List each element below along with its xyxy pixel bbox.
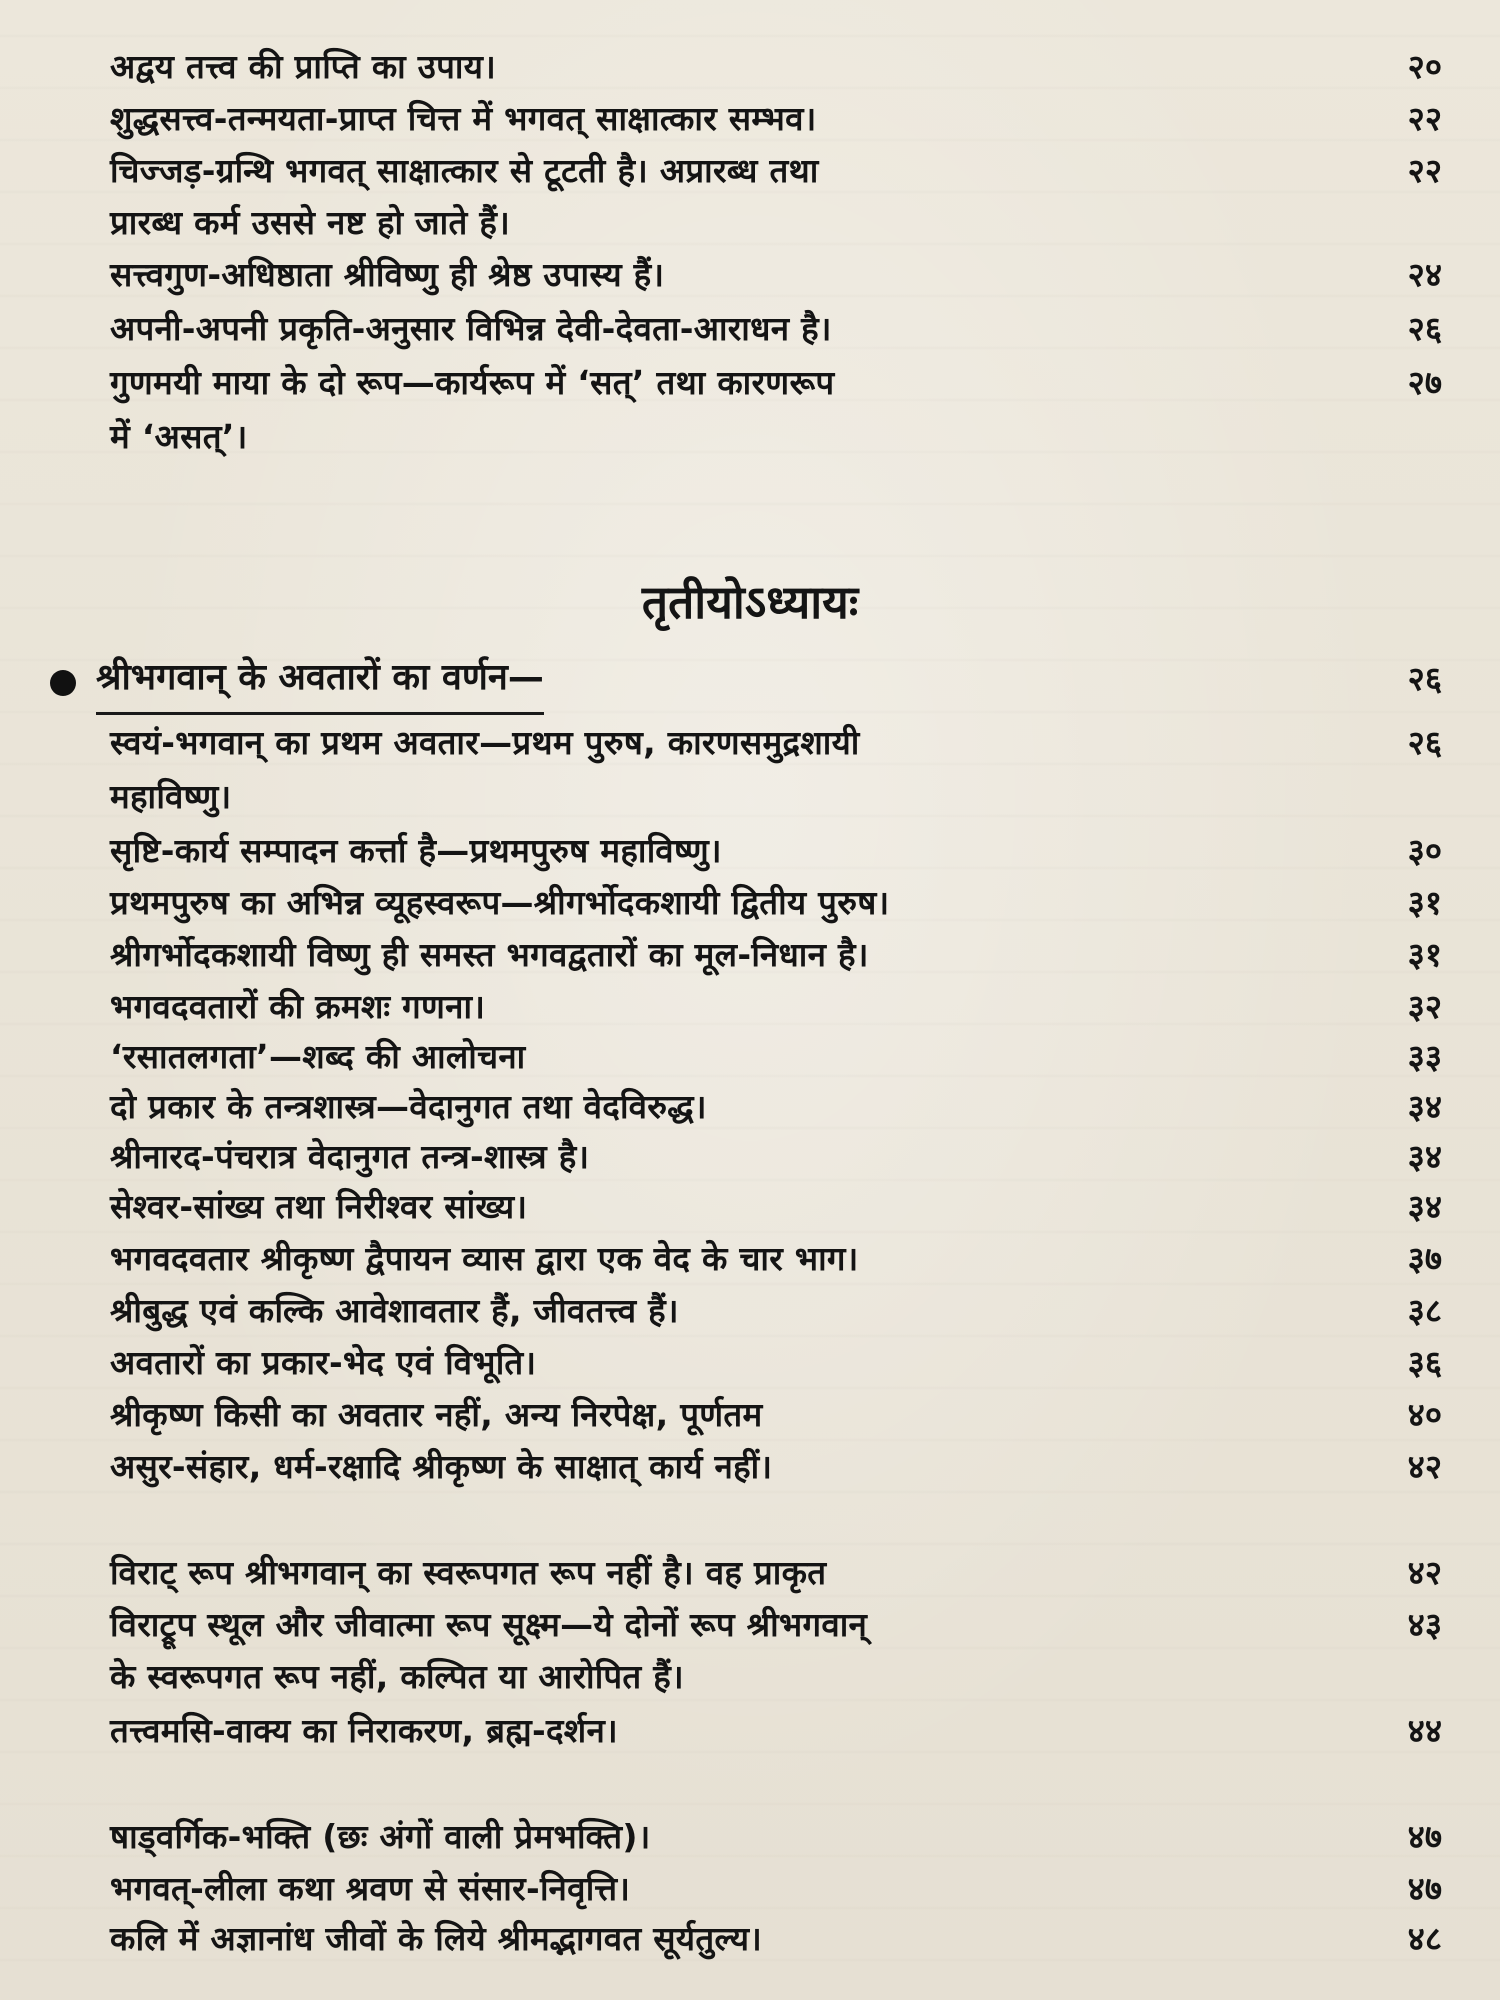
entry-page-number: ३२ xyxy=(1407,987,1442,1026)
entry-line: श्रीबुद्ध एवं कल्कि आवेशावतार हैं, जीवतत्त्व हैं। xyxy=(110,1291,679,1330)
entry-line: असुर-संहार, धर्म-रक्षादि श्रीकृष्ण के साक्षात् कार्य नहीं। xyxy=(110,1447,773,1486)
entry-line: विराट्रूप स्थूल और जीवात्मा रूप सूक्ष्म—ये दोनों रूप श्रीभगवान् xyxy=(110,1605,868,1644)
entry-page-number: ३४ xyxy=(1407,1087,1442,1126)
entry-line: अवतारों का प्रकार-भेद एवं विभूति। xyxy=(110,1343,537,1382)
chapter-heading: तृतीयोऽध्यायः xyxy=(641,575,859,629)
entry-line: अद्वय तत्त्व की प्राप्ति का उपाय। xyxy=(110,47,497,86)
entry-line: श्रीकृष्ण किसी का अवतार नहीं, अन्य निरपेक्ष, पूर्णतम xyxy=(110,1395,763,1434)
entry-page-number: २२ xyxy=(1407,99,1442,138)
entry-line: दो प्रकार के तन्त्रशास्त्र—वेदानुगत तथा वेदविरुद्ध। xyxy=(110,1087,707,1126)
entry-line: सत्त्वगुण-अधिष्ठाता श्रीविष्णु ही श्रेष्ठ उपास्य हैं। xyxy=(110,255,665,294)
entry-line: षाड्वर्गिक-भक्ति (छः अंगों वाली प्रेमभक्ति)। xyxy=(110,1817,651,1856)
entry-page-number: ४७ xyxy=(1407,1817,1442,1856)
entry-line: विराट् रूप श्रीभगवान् का स्वरूपगत रूप नहीं है। वह प्राकृत xyxy=(110,1553,827,1592)
entry-page-number: ४४ xyxy=(1407,1711,1442,1750)
entry-page-number: ३० xyxy=(1407,831,1442,870)
entry-line: कलि में अज्ञानांध जीवों के लिये श्रीमद्भागवत सूर्यतुल्य। xyxy=(110,1919,763,1958)
entry-line: महाविष्णु। xyxy=(110,777,232,816)
entry-page-number: २६ xyxy=(1407,723,1442,762)
entry-page-number: ३८ xyxy=(1407,1291,1442,1330)
entry-page-number: २७ xyxy=(1407,363,1442,402)
section-bullet-icon xyxy=(50,670,76,696)
entry-page-number: ३१ xyxy=(1407,935,1442,974)
entry-line: प्रथमपुरुष का अभिन्न व्यूहस्वरूप—श्रीगर्भोदकशायी द्वितीय पुरुष। xyxy=(110,883,890,922)
entry-line: श्रीगर्भोदकशायी विष्णु ही समस्त भगवद्वतारों का मूल-निधान है। xyxy=(110,935,869,974)
entry-line: भगवदवतारों की क्रमशः गणना। xyxy=(110,987,486,1026)
entry-line: में ‘असत्’। xyxy=(110,417,248,456)
entry-line: भगवदवतार श्रीकृष्ण द्वैपायन व्यास द्वारा एक वेद के चार भाग। xyxy=(110,1239,859,1278)
entry-line: प्रारब्ध कर्म उससे नष्ट हो जाते हैं। xyxy=(110,203,511,242)
entry-page-number: ४० xyxy=(1407,1395,1442,1434)
entry-page-number: २६ xyxy=(1407,309,1442,348)
entry-page-number: ४८ xyxy=(1407,1919,1442,1958)
entry-page-number: ३४ xyxy=(1407,1137,1442,1176)
entry-page-number: ३१ xyxy=(1407,883,1442,922)
entry-page-number: ३७ xyxy=(1407,1239,1442,1278)
entry-page-number: २२ xyxy=(1407,151,1442,190)
entry-line: चिज्जड़-ग्रन्थि भगवत् साक्षात्कार से टूटती है। अप्रारब्ध तथा xyxy=(110,151,819,190)
entry-line: स्वयं-भगवान् का प्रथम अवतार—प्रथम पुरुष, कारणसमुद्रशायी xyxy=(110,723,860,762)
entry-page-number: २४ xyxy=(1407,255,1442,294)
entry-page-number: ४७ xyxy=(1407,1869,1442,1908)
entry-line: श्रीनारद-पंचरात्र वेदानुगत तन्त्र-शास्त्र है। xyxy=(110,1137,590,1176)
entry-line: सृष्टि-कार्य सम्पादन कर्त्ता है—प्रथमपुरुष महाविष्णु। xyxy=(110,831,722,870)
entry-line: तत्त्वमसि-वाक्य का निराकरण, ब्रह्म-दर्शन। xyxy=(110,1711,618,1750)
entry-line: भगवत्-लीला कथा श्रवण से संसार-निवृत्ति। xyxy=(110,1869,631,1908)
entry-page-number: ४२ xyxy=(1407,1447,1442,1486)
entry-page-number: २० xyxy=(1407,47,1442,86)
entry-line: ‘रसातलगता’—शब्द की आलोचना xyxy=(110,1037,526,1076)
entry-page-number: ४२ xyxy=(1407,1553,1442,1592)
entry-line: गुणमयी माया के दो रूप—कार्यरूप में ‘सत्’ तथा कारणरूप xyxy=(110,363,835,402)
entry-page-number: ३४ xyxy=(1407,1187,1442,1226)
entry-page-number: ३३ xyxy=(1407,1037,1442,1076)
entry-line: शुद्धसत्त्व-तन्मयता-प्राप्त चित्त में भगवत् साक्षात्कार सम्भव। xyxy=(110,99,817,138)
entry-page-number: ४३ xyxy=(1407,1605,1442,1644)
entry-line: के स्वरूपगत रूप नहीं, कल्पित या आरोपित हैं। xyxy=(110,1657,684,1696)
entry-page-number: ३६ xyxy=(1407,1343,1442,1382)
entry-line: सेश्वर-सांख्य तथा निरीश्वर सांख्य। xyxy=(110,1187,528,1226)
entry-line: अपनी-अपनी प्रकृति-अनुसार विभिन्न देवी-देवता-आराधन है। xyxy=(110,309,832,348)
section-heading: श्रीभगवान् के अवतारों का वर्णन— xyxy=(96,650,544,715)
section-page-number: २६ xyxy=(1407,659,1442,698)
